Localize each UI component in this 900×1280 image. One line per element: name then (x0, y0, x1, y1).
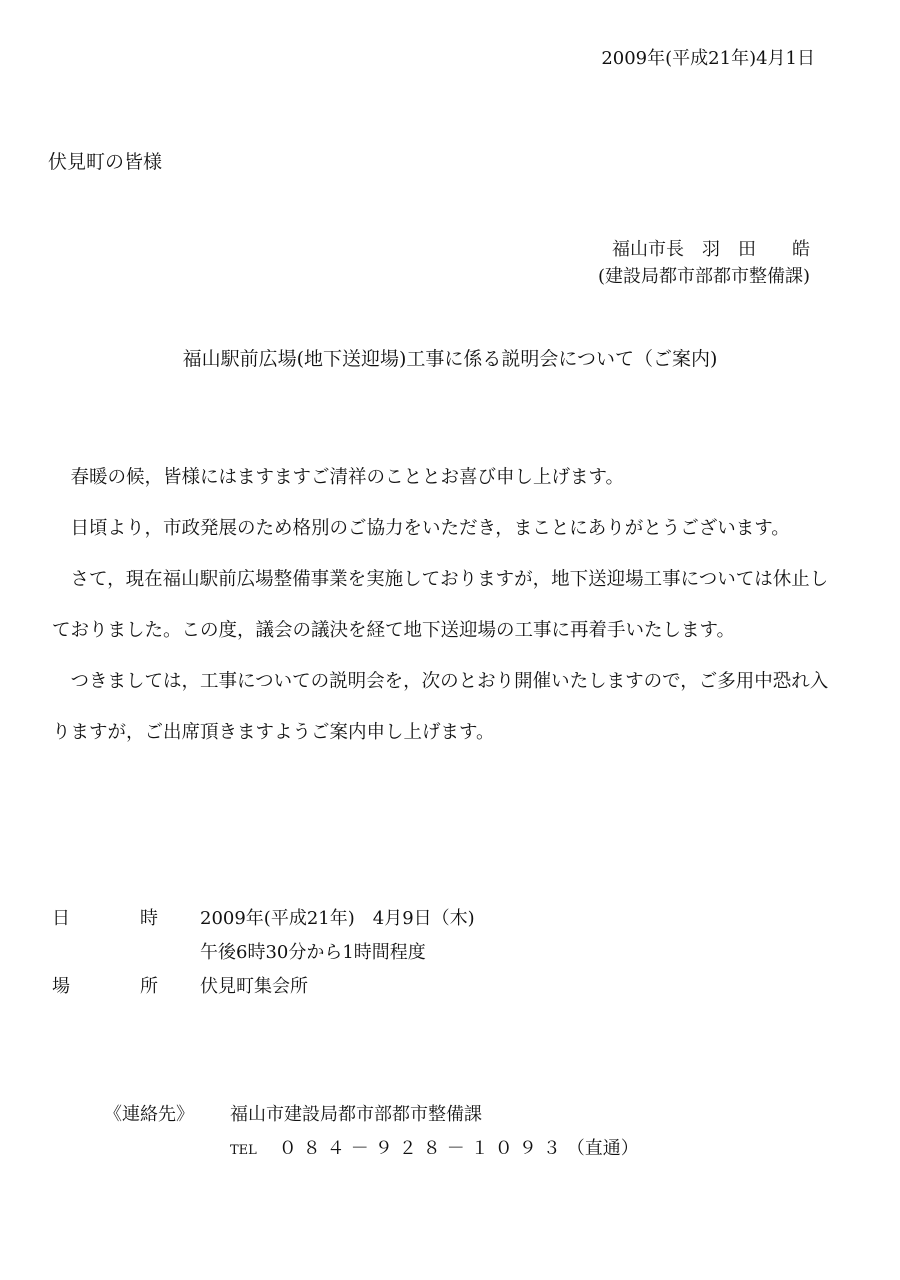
letter-subject: 福山駅前広場(地下送迎場)工事に係る説明会について（ご案内) (182, 348, 718, 370)
sender-block (598, 236, 810, 290)
contact-block (104, 1098, 639, 1168)
contact-label: 《連絡先》 (104, 1104, 194, 1125)
place-label-2: 所 (140, 976, 158, 997)
place-row (52, 970, 475, 1004)
time-value: 午後6時30分から1時間程度 (200, 942, 426, 963)
meeting-details (52, 902, 475, 1004)
sender-department: (建設局都市部都市整備課) (597, 266, 810, 287)
addressee: 伏見町の皆様 (48, 151, 163, 173)
datetime-label-1: 日 (52, 908, 70, 929)
datetime-label-2: 時 (140, 908, 158, 929)
letter-date: 2009年(平成21年)4月1日 (601, 48, 815, 69)
letter-body (52, 452, 842, 758)
contact-department: 福山市建設局都市部都市整備課 (230, 1104, 482, 1125)
sender-name: 福山市長 羽 田 皓 (612, 239, 810, 260)
body-paragraph: つきましては，工事についての説明会を，次のとおり開催いたしますので，ご多用中恐れ入りますが，ご出席頂きますようご案内申し上げます。 (52, 671, 829, 743)
body-paragraph: さて，現在福山駅前広場整備事業を実施しておりますが，地下送迎場工事については休止しておりました。この度，議会の議決を経て地下送迎場の工事に再着手いたします。 (52, 569, 829, 641)
datetime-row (52, 902, 475, 936)
body-paragraph: 春暖の候，皆様にはますますご清祥のこととお喜び申し上げます。 (70, 467, 625, 488)
body-paragraph: 日頃より，市政発展のため格別のご協力をいただき，まことにありがとうございます。 (70, 518, 790, 539)
tel-label: TEL (230, 1143, 257, 1158)
place-label-1: 場 (52, 976, 70, 997)
tel-number: ０８４－９２８－１０９３ (278, 1138, 567, 1159)
time-row (52, 936, 475, 970)
tel-note: （直通） (566, 1138, 639, 1159)
place-value: 伏見町集会所 (200, 976, 308, 997)
datetime-value: 2009年(平成21年) 4月9日（木) (200, 908, 475, 929)
